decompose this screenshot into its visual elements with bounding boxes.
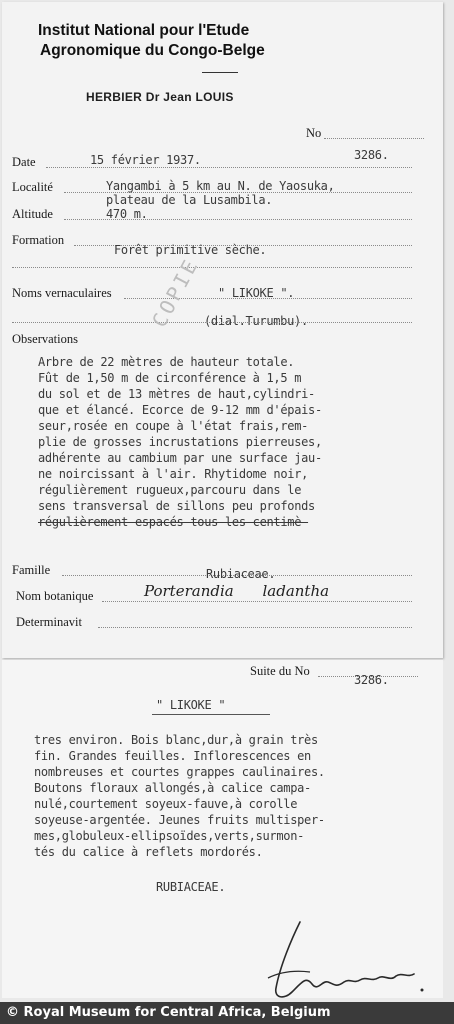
herbier-title: HERBIER Dr Jean LOUIS [86, 90, 234, 104]
institute-title-line2: Agronomique du Congo-Belge [40, 42, 265, 59]
continuation-text [34, 732, 444, 860]
observation-line: plie de grosses incrustations pierreuses, [38, 435, 322, 449]
observation-line: ne noircissant à l'air. Rhytidome noir, [38, 467, 309, 481]
continuation-line: tres environ. Bois blanc,dur,à grain très [34, 733, 318, 747]
continuation-line: Boutons floraux allongés,à calice campa- [34, 781, 311, 795]
continuation-line: soyeuse-argentée. Jeunes fruits multisper- [34, 813, 325, 827]
nom-botanique-label: Nom botanique [16, 589, 94, 603]
no-dots [324, 138, 424, 139]
noms-dots-2 [12, 322, 412, 323]
observation-line: du sol et de 13 mètres de haut,cylindri- [38, 387, 315, 401]
continuation-line: mes,globuleux-ellipsoïdes,verts,surmon- [34, 829, 305, 843]
continuation-line: fin. Grandes feuilles. Inflorescences en [34, 749, 311, 763]
dialecte-value: (dial.Turumbu). [204, 314, 308, 328]
continuation-title: " LIKOKE " [156, 698, 226, 712]
determinavit-label: Determinavit [16, 615, 82, 629]
suite-number: 3286. [354, 673, 389, 687]
noms-vernaculaires-label: Noms vernaculaires [12, 286, 112, 300]
copyright-footer: © Royal Museum for Central Africa, Belgium [0, 1002, 454, 1024]
date-dots [46, 167, 412, 168]
signature-image [262, 918, 442, 1004]
formation-value: Forêt primitive sèche. [114, 243, 267, 257]
observation-line: Fût de 1,50 m de circonférence à 1,5 m [38, 371, 302, 385]
observation-line: seur,rosée en coupe à l'état frais,rem- [38, 419, 309, 433]
continuation-line: tés du calice à reflets mordorés. [34, 845, 263, 859]
nom-botanique-dots [102, 601, 412, 602]
date-label: Date [12, 155, 36, 169]
localite-value-line2: plateau de la Lusambila. [106, 193, 273, 207]
no-label: No [306, 126, 322, 140]
formation-dots-2 [12, 267, 412, 268]
observation-line: que et élancé. Ecorce de 9-12 mm d'épais- [38, 403, 322, 417]
altitude-label: Altitude [12, 207, 53, 221]
institute-title-line1: Institut National pour l'Etude [38, 22, 250, 39]
famille-label: Famille [12, 563, 51, 577]
copie-stamp: COPIE [147, 253, 204, 332]
observation-line: régulièrement espacés tous les centimè- [38, 515, 309, 529]
specimen-number: 3286. [354, 148, 389, 162]
observations-text [38, 354, 438, 530]
localite-label: Localité [12, 180, 53, 194]
title-divider [202, 72, 238, 73]
observation-line: sens transversal de sillons peu profonds [38, 499, 315, 513]
formation-label: Formation [12, 233, 65, 247]
localite-value-line1: Yangambi à 5 km au N. de Yaosuka, [106, 179, 335, 193]
continuation-family: RUBIACEAE. [156, 880, 226, 894]
herbarium-label-card [2, 2, 443, 658]
continuation-title-underline [152, 714, 270, 715]
famille-value: Rubiaceae. [206, 567, 276, 581]
continuation-line: nulé,courtement soyeux-fauve,à corolle [34, 797, 298, 811]
altitude-value: 470 m. [106, 207, 148, 221]
suite-label: Suite du No [250, 664, 310, 678]
observation-line: Arbre de 22 mètres de hauteur totale. [38, 355, 295, 369]
observations-label: Observations [12, 332, 78, 346]
observation-line: adhérente au cambium par une surface jau- [38, 451, 322, 465]
continuation-line: nombreuses et courtes grappes caulinaires. [34, 765, 325, 779]
nom-vernaculaire-value: " LIKOKE ". [218, 286, 295, 300]
date-value: 15 février 1937. [90, 153, 201, 167]
observation-line: régulièrement rugueux,parcouru dans le [38, 483, 302, 497]
nom-botanique-value: Porterandia ladantha [144, 582, 330, 600]
determinavit-dots [98, 627, 412, 628]
